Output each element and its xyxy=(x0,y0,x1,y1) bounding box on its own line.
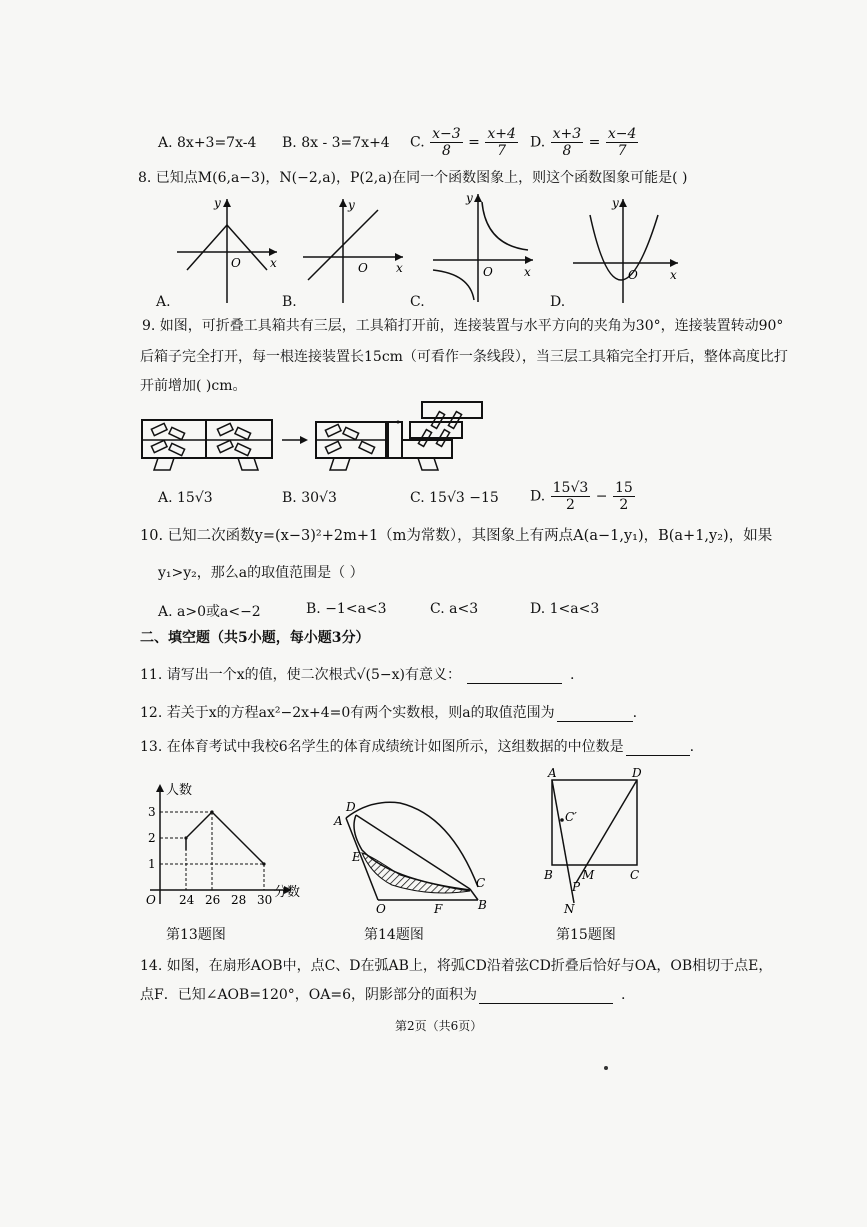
q11 xyxy=(140,667,574,684)
q14-line-2-text: 点F．已知∠AOB=120°，OA=6，阴影部分的面积为 xyxy=(140,987,477,1003)
fig15-figure xyxy=(542,765,652,915)
fig15-point-c-prime xyxy=(560,818,564,822)
q7-c-fraction-1 xyxy=(430,126,463,159)
q8-label-d: D. xyxy=(550,294,566,310)
q7-c-letter: C. xyxy=(410,134,425,151)
q8-label-b: B. xyxy=(282,294,297,310)
q8-graph-c xyxy=(428,190,538,305)
q7-d-eq: = xyxy=(588,134,601,151)
q9-option-b xyxy=(282,490,337,506)
fig14-seg-bc xyxy=(470,889,478,900)
q9-option-c xyxy=(410,490,499,506)
q9-d-fraction-1 xyxy=(551,480,591,513)
q7-d-fraction-1 xyxy=(551,126,584,159)
q10-d-text: 1<a<3 xyxy=(549,601,600,617)
q8-graph-b xyxy=(298,195,408,305)
q9-d-num2: 15 xyxy=(614,480,633,496)
fig14-label-o: O xyxy=(376,902,386,915)
q7-c-num1: x−3 xyxy=(432,126,461,142)
q9-toolbox-figure xyxy=(140,400,500,475)
fig15-label-m: M xyxy=(582,868,595,882)
q8-b-axis-x: x xyxy=(396,261,403,275)
q7-d-num2: x−4 xyxy=(607,126,637,142)
fig15-label-n: N xyxy=(564,902,575,915)
q8-b-axis-y: y xyxy=(348,198,355,212)
fig15-label-b: B xyxy=(544,868,553,882)
chart-xlabel: 分数 xyxy=(274,885,301,900)
q10-option-b xyxy=(306,601,387,617)
q8-a-axis-x: x xyxy=(270,256,277,270)
chart-x-tick-label: 30 xyxy=(257,893,273,907)
q8-a-origin: O xyxy=(231,256,241,270)
q9-d-num1: 15√3 xyxy=(552,480,589,496)
q9-a-text: 15√3 xyxy=(177,490,213,506)
q13-tail: . xyxy=(689,739,695,755)
chart-data-point xyxy=(210,810,213,813)
q10-c-text: a<3 xyxy=(449,601,479,617)
q10-line-1: 10. 已知二次函数y=(x−3)²+2m+1（m为常数），其图象上有两点A(a−1,y₁)，B(a+1,y₂)，如果 xyxy=(140,528,773,544)
q14-line-2 xyxy=(140,987,625,1004)
q12-answer-blank[interactable] xyxy=(557,707,633,722)
fig14-label-a: A xyxy=(334,814,343,828)
q12-text: 12. 若关于x的方程ax²−2x+4=0有两个实数根，则a的取值范围为 xyxy=(140,705,555,721)
q9-option-a xyxy=(158,490,213,506)
fig14-figure xyxy=(330,795,500,915)
q7-d-num1: x+3 xyxy=(552,126,582,142)
q7-d-den2: 7 xyxy=(617,143,627,159)
q8-label-c: C. xyxy=(410,294,425,310)
fig15-label-c-prime: C′ xyxy=(565,810,577,824)
q9-option-d xyxy=(530,480,636,513)
q9-d-den1: 2 xyxy=(566,497,575,513)
q9-a-letter: A. xyxy=(158,490,173,506)
q9-d-fraction-2 xyxy=(613,480,635,513)
q8-graph-d xyxy=(568,195,683,305)
chart-origin: O xyxy=(146,893,156,907)
q10-a-letter: A. xyxy=(158,604,173,620)
scan-dot xyxy=(604,1066,608,1070)
q7-d-letter: D. xyxy=(530,134,546,151)
q14-answer-blank[interactable] xyxy=(479,989,613,1004)
q7-option-d xyxy=(530,126,639,159)
q9-d-den2: 2 xyxy=(619,497,629,513)
chart-x-tick-label: 26 xyxy=(205,893,221,907)
chart-data-point xyxy=(184,836,187,839)
q11-answer-blank[interactable] xyxy=(467,669,562,684)
chart-x-tick-label: 24 xyxy=(179,893,195,907)
chart-ylabel: 人数 xyxy=(166,783,193,798)
q7-a-text: 8x+3=7x-4 xyxy=(177,135,257,151)
q13-line-chart xyxy=(140,780,310,910)
chart-y-arrow xyxy=(156,784,164,792)
q8-c-axis-y: y xyxy=(466,191,473,205)
q10-option-d xyxy=(530,601,599,617)
q7-c-num2: x+4 xyxy=(487,126,516,142)
q8-label-a: A. xyxy=(156,294,171,310)
q11-tail: . xyxy=(570,667,575,683)
q14-line-1: 14. 如图，在扇形AOB中，点C、D在弧AB上，将弧CD沿着弦CD折叠后恰好与OA，OB相切于点E， xyxy=(140,958,773,974)
chart-x-tick-label: 28 xyxy=(231,893,247,907)
q10-option-a xyxy=(158,601,261,621)
fig15-line-an xyxy=(552,780,574,903)
q8-a-axis-y: y xyxy=(214,196,221,210)
q7-c-den1: 8 xyxy=(441,143,451,159)
fig15-label-d: D xyxy=(632,766,642,780)
q8-d-axis-x: x xyxy=(670,268,677,282)
q14-tail: . xyxy=(621,987,626,1003)
q10-a-text: a>0或a<−2 xyxy=(177,604,261,620)
q12 xyxy=(140,705,637,722)
q13-text: 13. 在体育考试中我校6名学生的体育成绩统计如图所示，这组数据的中位数是 xyxy=(140,739,624,755)
fig14-label-b: B xyxy=(478,898,487,912)
q7-c-den2: 7 xyxy=(497,143,507,159)
q7-a-letter: A. xyxy=(158,135,173,151)
section-2-title: 二、填空题（共5小题，每小题3分） xyxy=(140,630,370,646)
q10-line-2: y₁>y₂，那么a的取值范围是（ ） xyxy=(158,565,364,581)
fig15-label-p: P xyxy=(572,880,581,894)
fig14-caption: 第14题图 xyxy=(364,927,424,943)
chart-y-tick-label: 3 xyxy=(148,805,156,819)
page-footer: 第2页（共6页） xyxy=(395,1019,483,1033)
q10-d-letter: D. xyxy=(530,601,546,617)
q7-c-eq: = xyxy=(468,134,480,151)
q11-text: 11. 请写出一个x的值，使二次根式√(5−x)有意义： xyxy=(140,667,461,683)
q10-b-letter: B. xyxy=(306,601,321,617)
fig13-caption: 第13题图 xyxy=(166,927,226,943)
q10-option-c xyxy=(430,601,478,617)
chart-data-point xyxy=(262,862,265,865)
q7-option-c xyxy=(410,126,519,159)
fig15-caption: 第15题图 xyxy=(556,927,616,943)
q9-c-text: 15√3 −15 xyxy=(429,490,499,506)
chart-y-tick-label: 2 xyxy=(148,831,156,845)
q10-c-letter: C. xyxy=(430,601,445,617)
q13-answer-blank[interactable] xyxy=(626,741,690,756)
q9-line-1: 9. 如图，可折叠工具箱共有三层，工具箱打开前，连接装置与水平方向的夹角为30°，连接装置转动90° xyxy=(142,318,784,334)
q12-tail: . xyxy=(632,705,638,721)
fig14-label-e: E xyxy=(352,850,361,864)
q8-c-axis-x: x xyxy=(524,265,531,279)
q9-d-minus: − xyxy=(595,488,608,505)
q8-b-origin: O xyxy=(358,261,368,275)
q8-graph-a xyxy=(172,195,282,305)
q9-line-3: 开前增加( )cm。 xyxy=(140,378,247,394)
q9-c-letter: C. xyxy=(410,490,425,506)
q9-b-text: 30√3 xyxy=(301,490,337,506)
fig14-label-c: C xyxy=(476,876,486,890)
q7-d-den1: 8 xyxy=(562,143,572,159)
q7-c-fraction-2 xyxy=(485,126,518,159)
fig14-arc xyxy=(346,802,478,887)
q8-c-origin: O xyxy=(483,265,493,279)
q8-d-axis-y: y xyxy=(612,196,619,210)
fig14-label-f: F xyxy=(434,902,443,915)
q8-d-origin: O xyxy=(628,268,638,282)
q7-option-b xyxy=(282,135,390,151)
q13 xyxy=(140,739,694,756)
q9-line-2: 后箱子完全打开，每一根连接装置长15cm（可看作一条线段），当三层工具箱完全打开后，整体高度比打 xyxy=(140,349,788,365)
q7-b-letter: B. xyxy=(282,135,297,151)
chart-series-line xyxy=(186,812,264,864)
fig15-label-c: C xyxy=(630,868,640,882)
q7-option-a xyxy=(158,135,256,151)
fig15-label-a: A xyxy=(548,766,557,780)
q10-b-text: −1<a<3 xyxy=(325,601,387,617)
q7-b-text: 8x - 3=7x+4 xyxy=(301,135,390,151)
q9-d-letter: D. xyxy=(530,488,546,505)
q9-b-letter: B. xyxy=(282,490,297,506)
chart-y-tick-label: 1 xyxy=(148,857,156,871)
q8-stem: 8. 已知点M(6,a−3)，N(−2,a)，P(2,a)在同一个函数图象上，则这个函数图象可能是( ) xyxy=(138,170,688,186)
fig14-label-d: D xyxy=(346,800,356,814)
q7-d-fraction-2 xyxy=(606,126,639,159)
